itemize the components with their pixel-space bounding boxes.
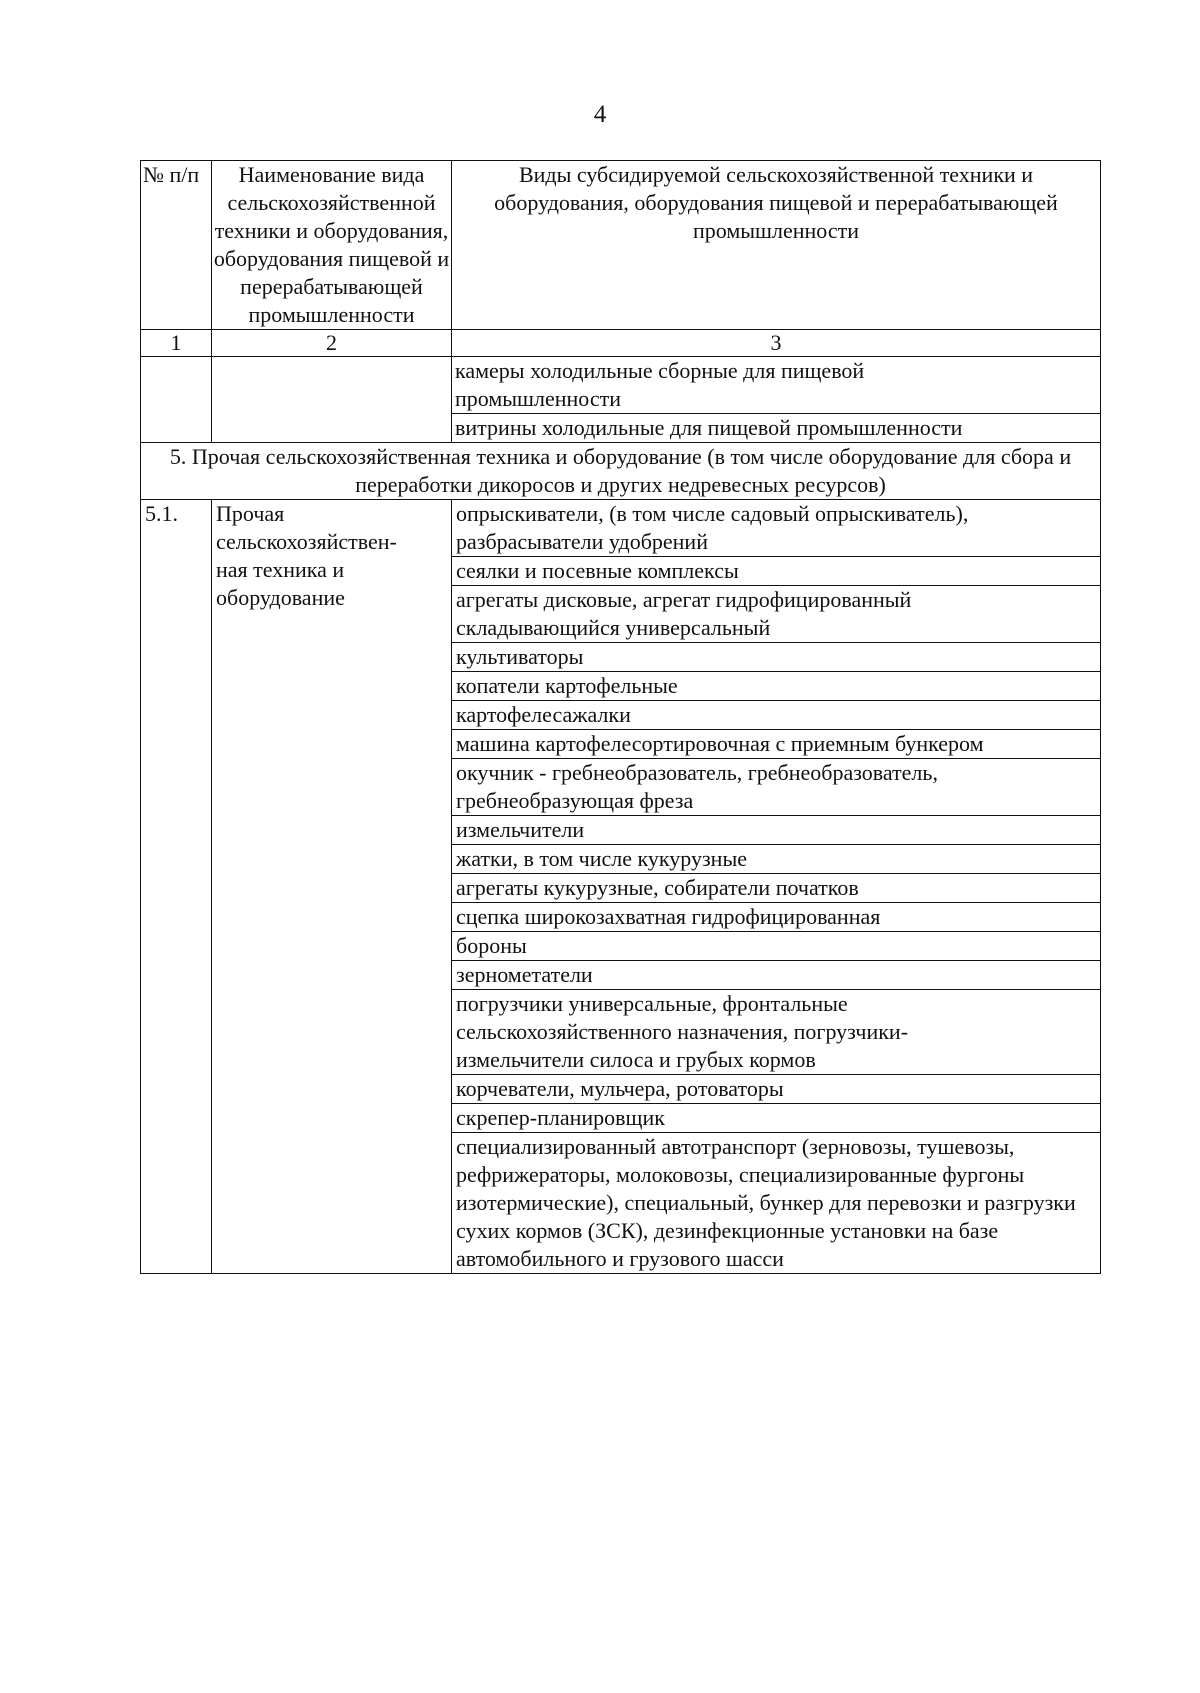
column-number: 3 [452, 330, 1101, 357]
list-item: специализированный автотранспорт (зерновозы, тушевозы, рефрижераторы, молоковозы, специализированные фургоны изотермические), специальный, бункер для перевозки и разгрузки сухих кормов (ЗСК), дезинфекционные установки на базе автомобильного и грузового шасси [452, 1133, 1101, 1274]
section-row [141, 443, 1101, 500]
list-item: агрегаты кукурузные, собиратели початков [452, 874, 1101, 903]
list-item: сеялки и посевные комплексы [452, 557, 1101, 586]
header-subsidized-types: Виды субсидируемой сельскохозяйственной техники и оборудования, оборудования пищевой и перерабатывающей промышленности [452, 161, 1101, 330]
header-equipment-kind: Наименование вида сельскохозяйственной техники и оборудования, оборудования пищевой и перерабатывающей промышленности [212, 161, 452, 330]
table-row [141, 357, 1101, 414]
list-item: копатели картофельные [452, 672, 1101, 701]
row-equipment-name [212, 500, 452, 1274]
column-number: 2 [212, 330, 452, 357]
list-item: витрины холодильные для пищевой промышленности [452, 414, 1101, 443]
row-equipment-name-text: Прочая сельскохозяйствен-ная техника и оборудование [216, 501, 397, 610]
column-numbers-row [141, 330, 1101, 357]
list-item: окучник - гребнеобразователь, гребнеобразователь, гребнеобразующая фреза [452, 759, 1101, 816]
page-number: 4 [593, 101, 607, 128]
list-item: культиваторы [452, 643, 1101, 672]
list-item: камеры холодильные сборные для пищевой промышленности [452, 357, 1101, 414]
empty-cell [212, 357, 452, 443]
list-item: измельчители [452, 816, 1101, 845]
list-item: картофелесажалки [452, 701, 1101, 730]
header-number: № п/п [141, 161, 212, 330]
table-row [141, 500, 1101, 557]
list-item: жатки, в том числе кукурузные [452, 845, 1101, 874]
list-item: погрузчики универсальные, фронтальные сельскохозяйственного назначения, погрузчики-измельчители силоса и грубых кормов [452, 990, 1101, 1075]
section-title: 5. Прочая сельскохозяйственная техника и оборудование (в том числе оборудование для сбора и переработки дикоросов и других недревесных ресурсов) [141, 443, 1101, 500]
list-item: корчеватели, мульчера, ротоваторы [452, 1075, 1101, 1104]
list-item: сцепка широкозахватная гидрофицированная [452, 903, 1101, 932]
row-number: 5.1. [141, 500, 212, 1274]
list-item: бороны [452, 932, 1101, 961]
equipment-table [140, 160, 1101, 1274]
list-item: скрепер-планировщик [452, 1104, 1101, 1133]
list-item: зернометатели [452, 961, 1101, 990]
column-number: 1 [141, 330, 212, 357]
table-header-row [141, 161, 1101, 330]
empty-cell [141, 357, 212, 443]
list-item: машина картофелесортировочная с приемным бункером [452, 730, 1101, 759]
list-item: опрыскиватели, (в том числе садовый опрыскиватель), разбрасыватели удобрений [452, 500, 1101, 557]
list-item: агрегаты дисковые, агрегат гидрофицированный складывающийся универсальный [452, 586, 1101, 643]
